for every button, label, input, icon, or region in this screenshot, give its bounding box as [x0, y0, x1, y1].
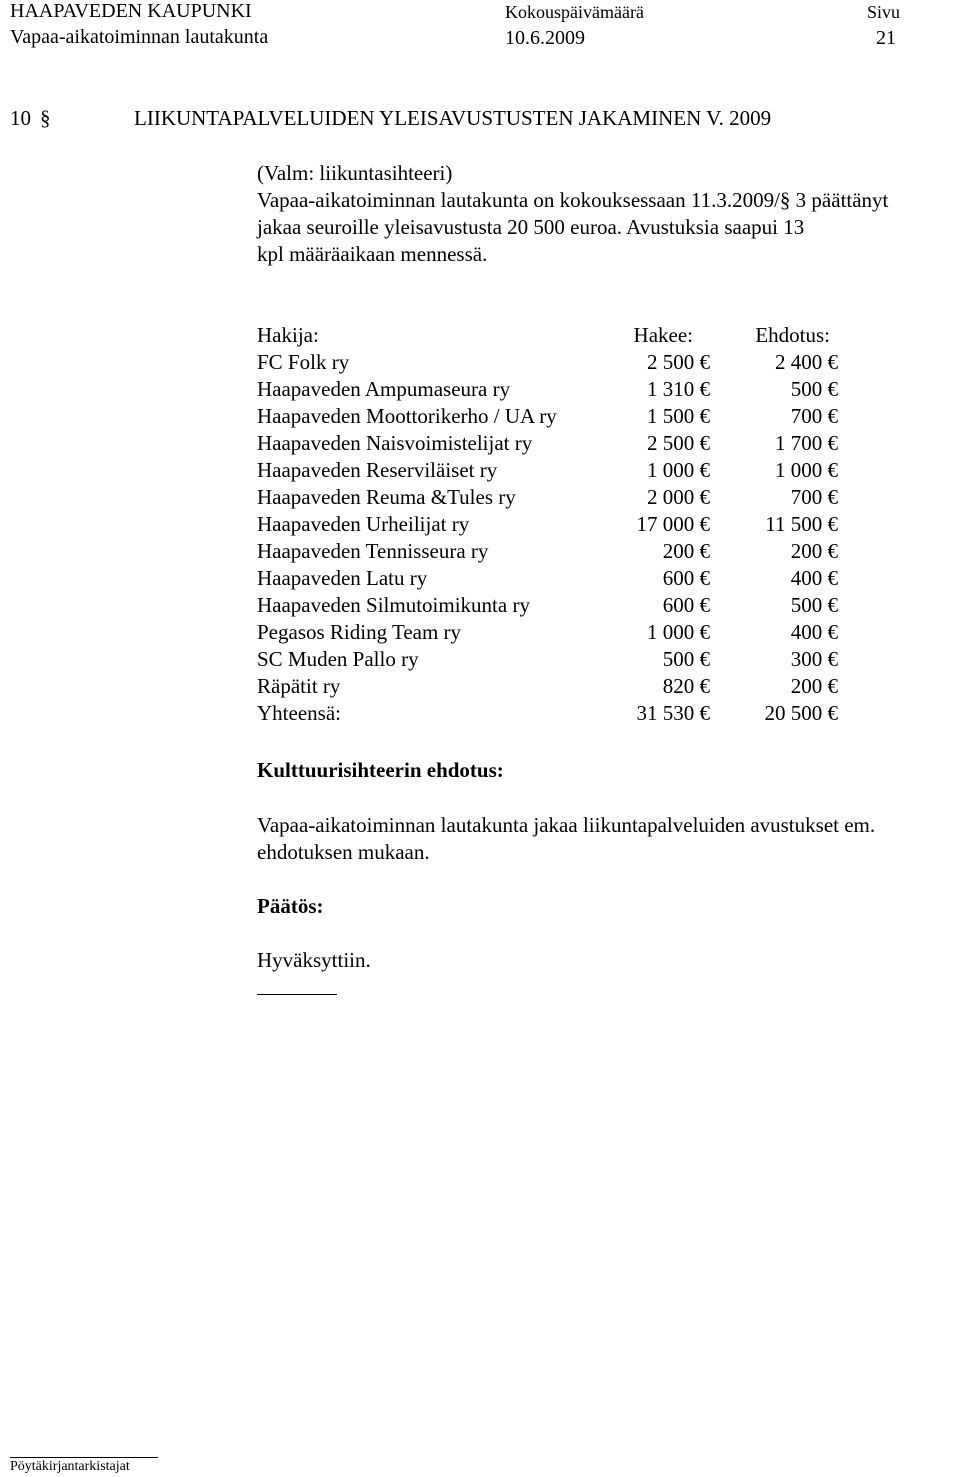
decision-text: Hyväksyttiin.: [257, 948, 371, 972]
header-applied: Hakee:: [633, 323, 693, 347]
cell-applied: 2 000 €: [647, 485, 710, 509]
cell-proposed: 700 €: [790, 485, 838, 509]
cell-proposed: 200 €: [790, 674, 838, 698]
organization-name: HAAPAVEDEN KAUPUNKI: [10, 0, 252, 22]
cell-proposed: 1 700 €: [775, 431, 838, 455]
proposal-heading: Kulttuurisihteerin ehdotus:: [257, 758, 504, 782]
cell-applicant: Haapaveden Silmutoimikunta ry: [257, 593, 530, 617]
cell-applicant: SC Muden Pallo ry: [257, 647, 419, 671]
table-row: [257, 377, 857, 404]
decision-heading: Päätös:: [257, 894, 324, 918]
table-row: [257, 350, 857, 377]
cell-applied: 1 310 €: [647, 377, 710, 401]
cell-applied: 820 €: [662, 674, 710, 698]
cell-applied: 500 €: [662, 647, 710, 671]
cell-proposed: 11 500 €: [765, 512, 838, 536]
table-row: [257, 647, 857, 674]
table-row: [257, 512, 857, 539]
committee-name: Vapaa-aikatoiminnan lautakunta: [10, 26, 269, 48]
item-title: LIIKUNTAPALVELUIDEN YLEISAVUSTUSTEN JAKAMINEN V. 2009: [134, 106, 772, 130]
cell-proposed: 400 €: [790, 566, 838, 590]
total-applied: 31 530 €: [636, 701, 710, 725]
table-row: [257, 485, 857, 512]
table-row: [257, 431, 857, 458]
cell-applicant: Haapaveden Reserviläiset ry: [257, 458, 498, 482]
cell-proposed: 400 €: [790, 620, 838, 644]
cell-applied: 600 €: [662, 593, 710, 617]
cell-applicant: Pegasos Riding Team ry: [257, 620, 462, 644]
intro-line-1: Vapaa-aikatoiminnan lautakunta on kokouksessaan 11.3.2009/§ 3 päättänyt: [257, 188, 889, 212]
total-label: Yhteensä:: [257, 701, 341, 725]
header-applicant: Hakija:: [257, 323, 319, 347]
cell-proposed: 300 €: [790, 647, 838, 671]
cell-proposed: 200 €: [790, 539, 838, 563]
cell-applicant: Haapaveden Moottorikerho / UA ry: [257, 404, 557, 428]
end-divider: [257, 994, 337, 995]
header-proposed: Ehdotus:: [755, 323, 830, 347]
cell-applied: 17 000 €: [636, 512, 710, 536]
cell-proposed: 2 400 €: [775, 350, 838, 374]
intro-line-3: kpl määräaikaan mennessä.: [257, 242, 488, 266]
preparer-note: (Valm: liikuntasihteeri): [257, 161, 453, 185]
cell-applicant: Haapaveden Reuma &Tules ry: [257, 485, 516, 509]
section-sign: §: [40, 106, 51, 130]
table-row: [257, 458, 857, 485]
footer-signature-line: [10, 1457, 158, 1458]
page-number: 21: [876, 27, 896, 49]
cell-applied: 1 000 €: [647, 458, 710, 482]
cell-proposed: 500 €: [790, 377, 838, 401]
cell-applicant: Haapaveden Tennisseura ry: [257, 539, 489, 563]
cell-applied: 1 000 €: [647, 620, 710, 644]
cell-applicant: Haapaveden Naisvoimistelijat ry: [257, 431, 533, 455]
table-header-row: [257, 323, 857, 350]
cell-proposed: 700 €: [790, 404, 838, 428]
cell-applicant: Räpätit ry: [257, 674, 341, 698]
cell-applied: 2 500 €: [647, 350, 710, 374]
cell-applicant: Haapaveden Ampumaseura ry: [257, 377, 511, 401]
cell-proposed: 1 000 €: [775, 458, 838, 482]
page-label: Sivu: [867, 2, 901, 22]
cell-applied: 600 €: [662, 566, 710, 590]
cell-proposed: 500 €: [790, 593, 838, 617]
intro-line-2: jakaa seuroille yleisavustusta 20 500 euroa. Avustuksia saapui 13: [257, 215, 805, 239]
cell-applicant: Haapaveden Urheilijat ry: [257, 512, 470, 536]
cell-applied: 1 500 €: [647, 404, 710, 428]
table-row: [257, 566, 857, 593]
table-row: [257, 539, 857, 566]
table-row: [257, 620, 857, 647]
total-proposed: 20 500 €: [764, 701, 838, 725]
cell-applied: 200 €: [662, 539, 710, 563]
cell-applicant: Haapaveden Latu ry: [257, 566, 428, 590]
date-label: Kokouspäivämäärä: [505, 2, 644, 22]
proposal-line-2: ehdotuksen mukaan.: [257, 840, 430, 864]
table-row: [257, 404, 857, 431]
table-total-row: [257, 701, 857, 728]
table-row: [257, 593, 857, 620]
table-row: [257, 674, 857, 701]
cell-applicant: FC Folk ry: [257, 350, 350, 374]
footer-checkers-label: Pöytäkirjantarkistajat: [10, 1459, 130, 1474]
item-number: 10: [10, 106, 31, 130]
proposal-line-1: Vapaa-aikatoiminnan lautakunta jakaa liikuntapalveluiden avustukset em.: [257, 813, 876, 837]
cell-applied: 2 500 €: [647, 431, 710, 455]
meeting-date: 10.6.2009: [505, 27, 585, 49]
